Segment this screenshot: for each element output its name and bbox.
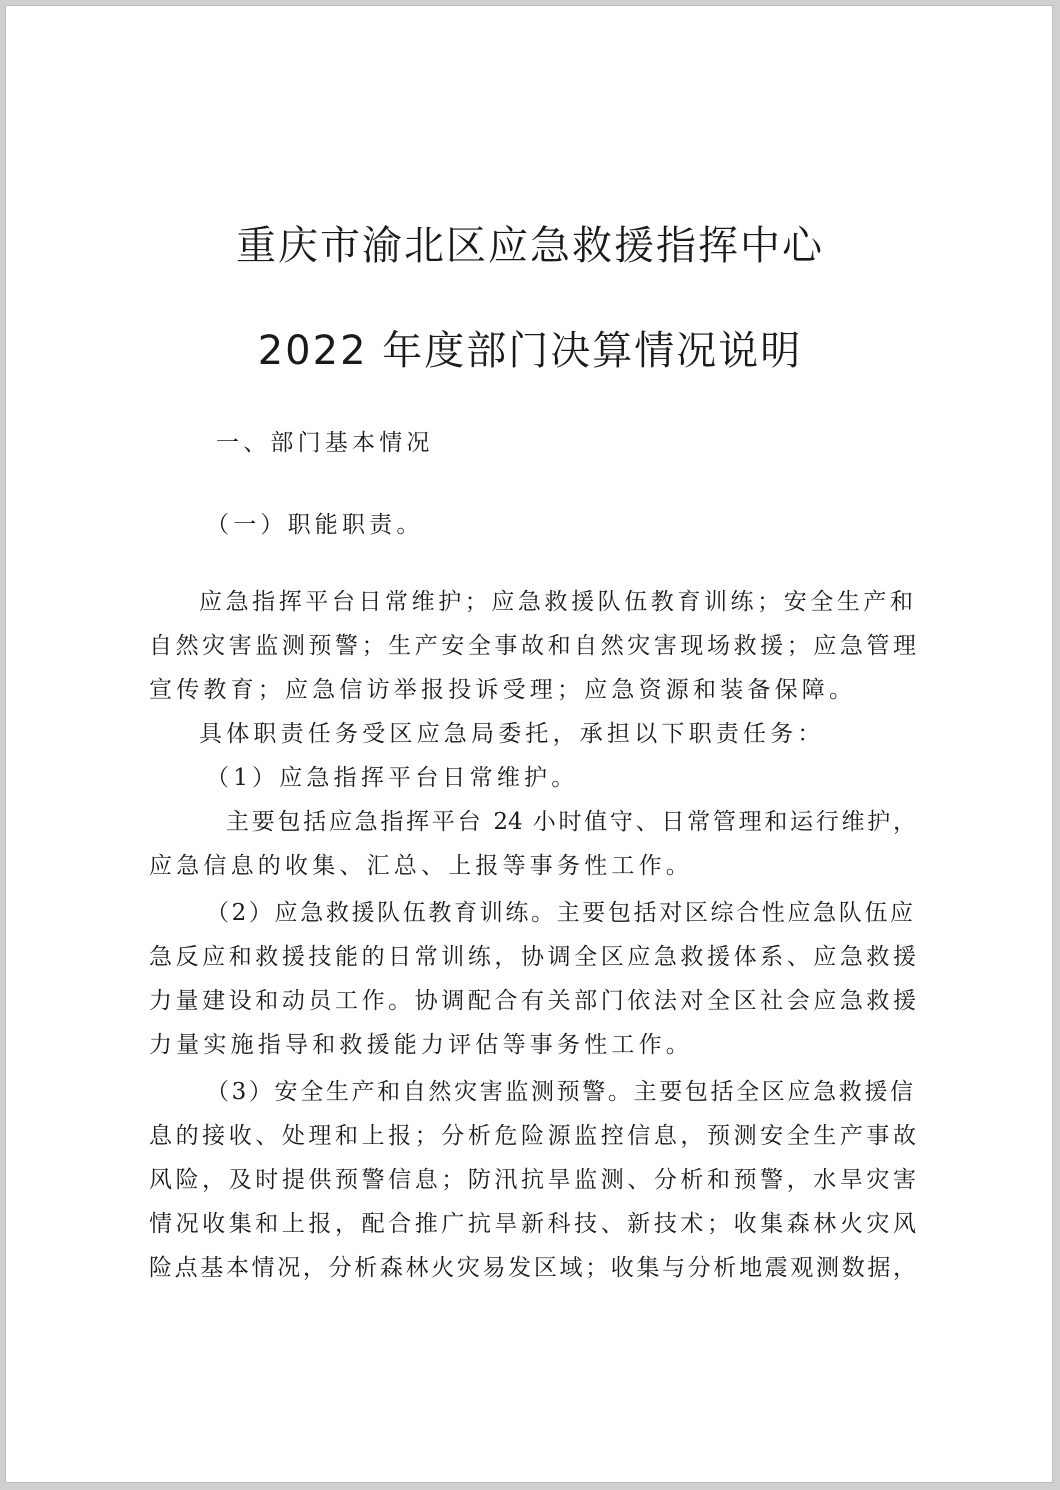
paragraph-line: 力量建设和动员工作。协调配合有关部门依法对全区社会应急救援 — [149, 988, 916, 1014]
paragraph-line: 急反应和救援技能的日常训练，协调全区应急救援体系、应急救援 — [149, 944, 916, 970]
paragraph-line: 主要包括应急指挥平台 24 小时值守、日常管理和运行维护， — [226, 809, 916, 835]
subsection-heading: （一）职能职责。 — [206, 512, 424, 538]
paragraph-line: 具体职责任务受区应急局委托，承担以下职责任务： — [199, 721, 825, 747]
paragraph-line: 息的接收、处理和上报；分析危险源监控信息，预测安全生产事故 — [149, 1123, 916, 1149]
paragraph-line: 宣传教育；应急信访举报投诉受理；应急资源和装备保障。 — [149, 677, 857, 703]
paragraph-line: （1）应急指挥平台日常维护。 — [206, 765, 579, 791]
document-title-line-2: 2022 年度部门决算情况说明 — [257, 328, 803, 374]
paragraph-line: 应急信息的收集、汇总、上报等事务性工作。 — [149, 853, 693, 879]
paragraph-line: 风险，及时提供预警信息；防汛抗旱监测、分析和预警，水旱灾害 — [149, 1167, 916, 1193]
paragraph-line: 险点基本情况，分析森林火灾易发区域；收集与分析地震观测数据， — [149, 1255, 916, 1281]
paragraph-line: 应急指挥平台日常维护；应急救援队伍教育训练；安全生产和 — [199, 589, 913, 615]
document-page — [5, 5, 1053, 1483]
paragraph-line: 力量实施指导和救援能力评估等事务性工作。 — [149, 1032, 693, 1058]
paragraph-line: （2）应急救援队伍教育训练。主要包括对区综合性应急队伍应 — [206, 900, 913, 926]
paragraph-line: （3）安全生产和自然灾害监测预警。主要包括全区应急救援信 — [206, 1079, 913, 1105]
section-heading: 一、部门基本情况 — [216, 430, 434, 456]
paragraph-line: 自然灾害监测预警；生产安全事故和自然灾害现场救援；应急管理 — [149, 633, 916, 659]
paragraph-line: 情况收集和上报，配合推广抗旱新科技、新技术；收集森林火灾风 — [149, 1211, 916, 1237]
document-title-line-1: 重庆市渝北区应急救援指挥中心 — [236, 223, 824, 269]
